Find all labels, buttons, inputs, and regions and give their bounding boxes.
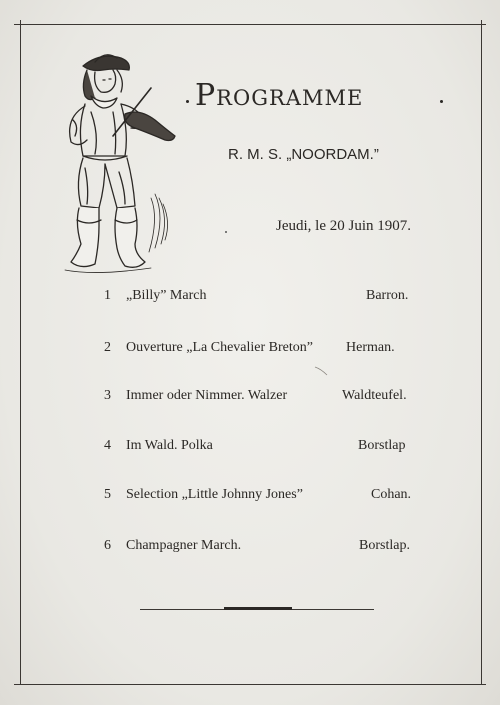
title-dot-left: [186, 100, 189, 103]
programme-date: Jeudi, le 20 Juin 1907.: [276, 218, 411, 234]
item-piece: Ouverture „La Chevalier Breton”: [126, 340, 313, 355]
programme-title: Programme: [195, 78, 364, 113]
title-dot-right: [440, 100, 443, 103]
stray-mark-icon: [314, 366, 328, 376]
item-number: 6: [104, 538, 111, 553]
item-number: 5: [104, 487, 111, 502]
programme-item-3: [104, 388, 424, 408]
ship-name: R. M. S. „NOORDAM.”: [228, 146, 379, 163]
item-number: 4: [104, 438, 111, 453]
item-piece: Im Wald. Polka: [126, 438, 213, 453]
programme-item-4: [104, 438, 424, 458]
item-composer: Barron.: [366, 288, 409, 303]
item-number: 2: [104, 340, 111, 355]
date-dot: [225, 231, 227, 233]
programme-item-2: [104, 340, 424, 360]
programme-item-6: [104, 538, 424, 558]
violinist-illustration-icon: [55, 48, 180, 288]
footer-rule-accent: [224, 607, 292, 610]
item-piece: Champagner March.: [126, 538, 242, 553]
item-composer: Borstlap.: [359, 538, 410, 553]
item-composer: Herman.: [346, 340, 395, 355]
programme-item-5: [104, 487, 424, 507]
border-bottom-rule: [14, 684, 486, 685]
item-number: 3: [104, 388, 111, 403]
programme-item-1: [104, 288, 424, 308]
item-piece: „Billy” March: [126, 288, 207, 303]
item-composer: Cohan.: [371, 487, 412, 502]
item-composer: Borstlap: [358, 438, 406, 453]
item-piece: Immer oder Nimmer. Walzer: [126, 388, 288, 403]
item-composer: Waldteufel.: [342, 388, 407, 403]
border-top-rule: [14, 24, 486, 25]
item-number: 1: [104, 288, 111, 303]
item-piece: Selection „Little Johnny Jones”: [126, 487, 303, 502]
